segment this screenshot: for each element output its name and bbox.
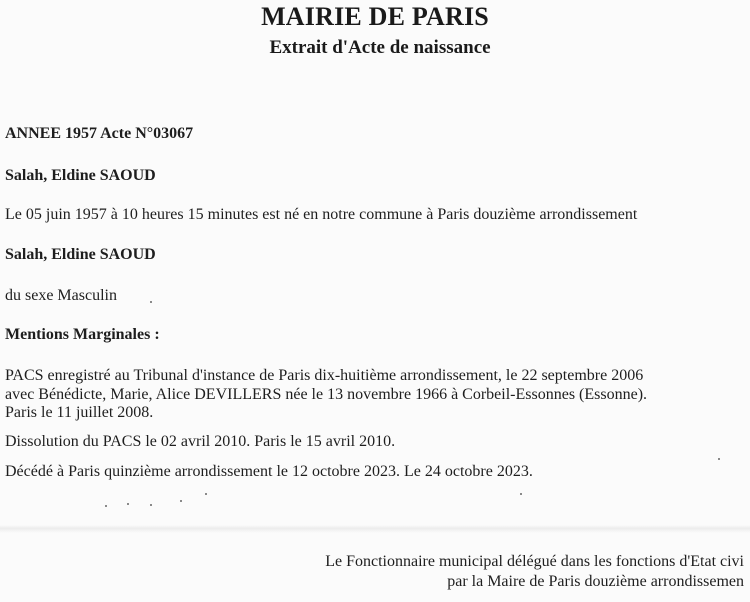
child-name: Salah, Eldine SAOUD: [5, 246, 156, 263]
page-title: MAIRIE DE PARIS: [261, 2, 489, 31]
speck: [150, 504, 152, 506]
pacs-line-2: avec Bénédicte, Marie, Alice DEVILLERS née le 13 novembre 1966 à Corbeil-Essonnes (Essonne).: [5, 386, 648, 403]
speck: [105, 505, 107, 507]
signature-line-2: par la Maire de Paris douzième arrondissemen: [447, 573, 744, 590]
speck: [150, 301, 152, 303]
speck: [205, 493, 207, 495]
paper-fold: [0, 525, 750, 533]
pacs-line-3: Paris le 11 juillet 2008.: [5, 404, 154, 421]
speck: [180, 500, 182, 502]
speck: [127, 503, 129, 505]
sex-line: du sexe Masculin: [5, 287, 117, 304]
birth-statement: Le 05 juin 1957 à 10 heures 15 minutes est né en notre commune à Paris douzième arrondissement: [5, 206, 638, 223]
person-name: Salah, Eldine SAOUD: [5, 167, 156, 184]
pacs-line-1: PACS enregistré au Tribunal d'instance de Paris dix-huitième arrondissement, le 22 septembre 2006: [5, 367, 644, 384]
signature-line-1: Le Fonctionnaire municipal délégué dans les fonctions d'Etat civi: [325, 553, 744, 570]
death-mention: Décédé à Paris quinzième arrondissement le 12 octobre 2023. Le 24 octobre 2023.: [5, 463, 533, 480]
act-number: ANNEE 1957 Acte N°03067: [5, 125, 194, 142]
marginal-mentions-heading: Mentions Marginales :: [5, 326, 160, 343]
document-subtitle: Extrait d'Acte de naissance: [269, 37, 491, 58]
speck: [718, 458, 720, 460]
pacs-dissolution: Dissolution du PACS le 02 avril 2010. Paris le 15 avril 2010.: [5, 433, 396, 450]
speck: [520, 493, 522, 495]
